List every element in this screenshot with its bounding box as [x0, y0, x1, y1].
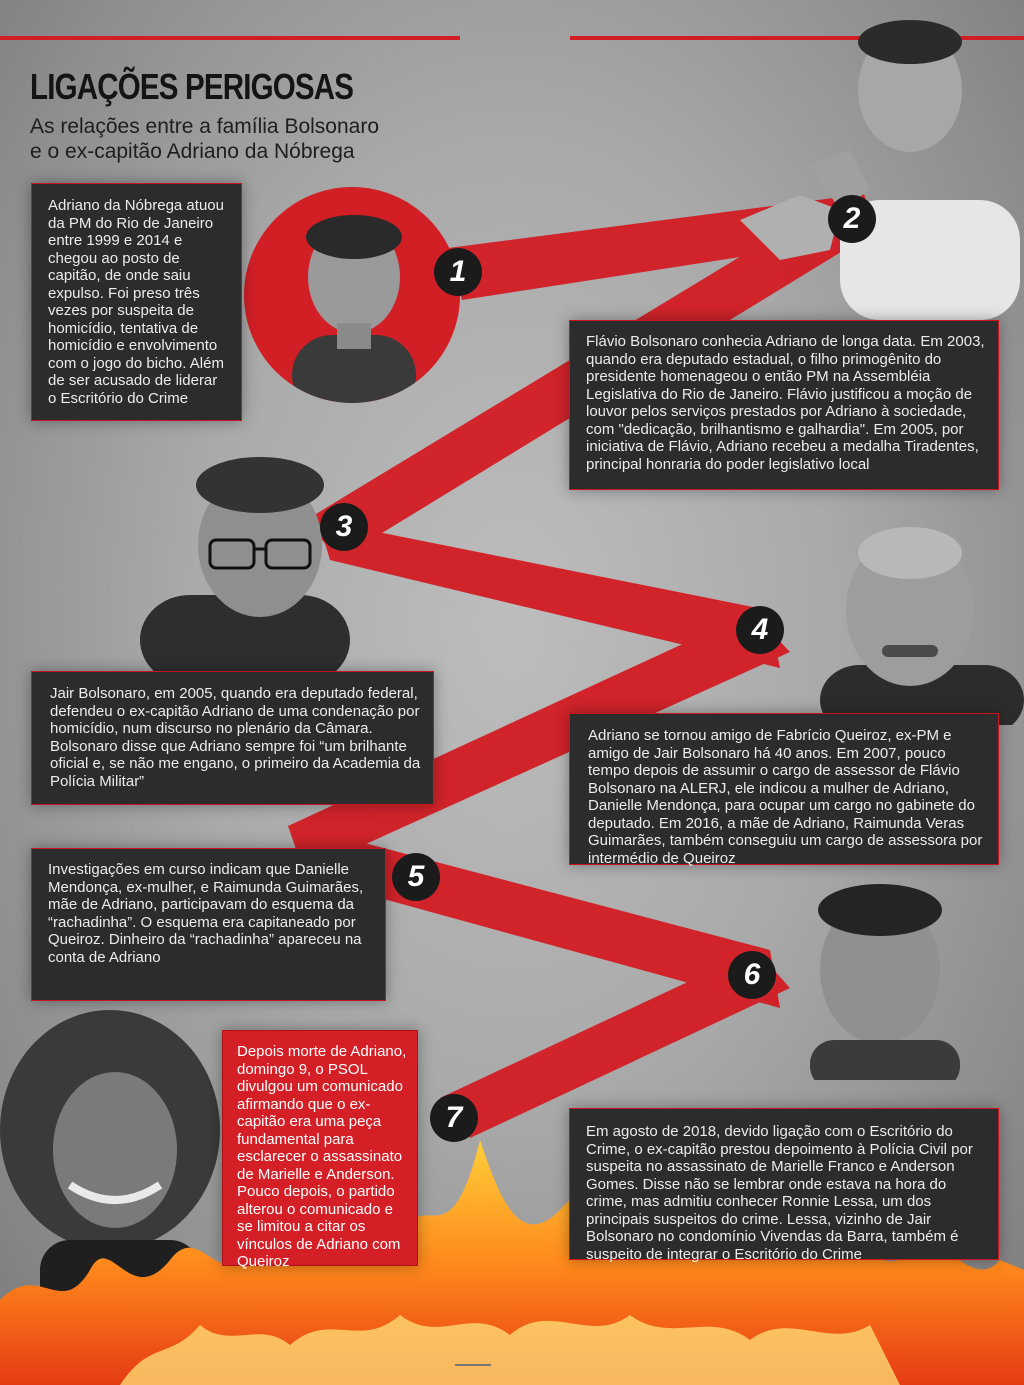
step-1-text: Adriano da Nóbrega atuou da PM do Rio de Janeiro entre 1999 e 2014 e chegou ao posto de capitão, de onde saiu expulso. Foi preso três vezes por suspeita de homicídio, tentativa de homicídio e envolvimento com o jogo do bicho. Além de ser acusado de liderar o Escritório do Crime: [48, 197, 224, 407]
step-7-text: Depois morte de Adriano, domingo 9, o PSOL divulgou um comunicado afirmando que o ex-capitão era uma peça fundamental para esclarecer o assassinato de Marielle e Anderson. Pouco depois, o partido alterou o comunicado e se limitou a citar os vínculos de Adriano com Queiroz: [237, 1043, 407, 1270]
step-6-badge: 6: [728, 951, 776, 999]
step-1-text-box: [31, 183, 242, 421]
step-6-text: Em agosto de 2018, devido ligação com o Escritório do Crime, o ex-capitão prestou depoimento à Polícia Civil por suspeita no assassinato de Marielle Franco e Anderson Gomes. Disse não se lembrar onde estava na hora do crime, mas admitiu conhecer Ronnie Lessa, um dos principais suspeitos do crime. Lessa, vizinho de Jair Bolsonaro no condomínio Vivendas da Barra, também é suspeito de integrar o Escritório do Crime: [586, 1123, 973, 1263]
step-5-badge: 5: [392, 853, 440, 901]
step-5-text: Investigações em curso indicam que Danielle Mendonça, ex-mulher, e Raimunda Guimarães, mãe de Adriano, participavam do esquema da “rachadinha”. O esquema era capitaneado por Queiroz. Dinheiro da “rachadinha” apareceu na conta de Adriano: [48, 861, 364, 966]
step-4-badge: 4: [736, 606, 784, 654]
step-5-text-box: [31, 848, 386, 1001]
step-1-badge: 1: [434, 248, 482, 296]
step-7-badge: 7: [430, 1094, 478, 1142]
page-subtitle: As relações entre a família Bolsonaro e o ex-capitão Adriano da Nóbrega: [30, 115, 380, 163]
footer-rule: [455, 1364, 491, 1366]
page-title: LIGAÇÕES PERIGOSAS: [30, 66, 354, 107]
adriano-portrait: [242, 185, 462, 405]
step-2-badge: 2: [828, 195, 876, 243]
step-6-text-box: [569, 1108, 999, 1263]
queiroz-portrait: [800, 525, 1024, 725]
step-2-text-box: [569, 320, 999, 490]
step-2-text: Flávio Bolsonaro conhecia Adriano de longa data. Em 2003, quando era deputado estadual, o filho primogênito do presidente homenageou o então PM na Assembléia Legislativa do Rio de Janeiro. Flávio justificou a moção de louvor pelos serviços prestados por Adriano à sociedade, com "dedicação, brilhantismo e galhardia". Em 2005, por iniciativa de Flávio, Adriano recebeu a medalha Tiradentes, principal honraria do poder legislativo local: [586, 333, 985, 473]
flavio-portrait: [720, 20, 1020, 320]
step-7-text-box: [222, 1030, 418, 1270]
step-3-text: Jair Bolsonaro, em 2005, quando era deputado federal, defendeu o ex-capitão Adriano de uma condenação por homicídio, num discurso no plenário da Câmara. Bolsonaro disse que Adriano sempre foi “um brilhante oficial e, se não me engano, o primeiro da Academia da Polícia Militar”: [50, 685, 421, 790]
step-4-text: Adriano se tornou amigo de Fabrício Queiroz, ex-PM e amigo de Jair Bolsonaro há 40 anos. Em 2007, pouco tempo depois de assumir o cargo de assessor de Flávio Bolsonaro na ALERJ, ele indicou a mulher de Adriano, Danielle Mendonça, para ocupar um cargo no gabinete do deputado. Em 2016, a mãe de Adriano, Raimunda Veras Guimarães, também conseguiu um cargo de assessora por intermédio de Queiroz: [588, 727, 983, 867]
step-4-text-box: [569, 713, 999, 865]
lessa-portrait: [780, 880, 980, 1080]
step-3-badge: 3: [320, 503, 368, 551]
jair-portrait: [120, 445, 350, 675]
step-3-text-box: [31, 671, 434, 805]
